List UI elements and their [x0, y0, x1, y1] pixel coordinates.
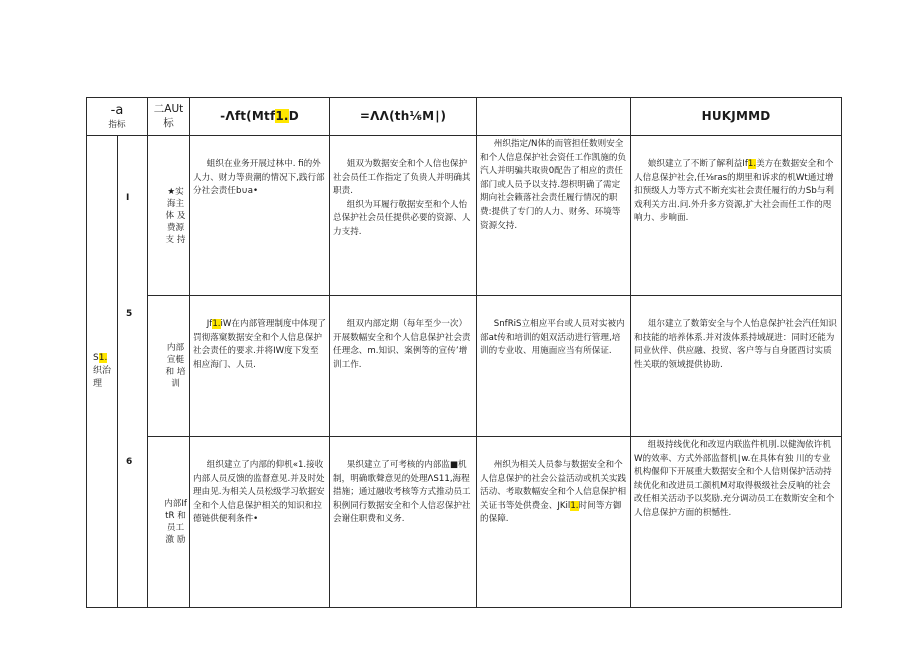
major-category-label: [93, 352, 111, 391]
level3-cell: [477, 437, 631, 608]
table-row: [87, 437, 842, 608]
major-category-suffix: 织治理: [93, 365, 112, 389]
row-number-2: 5: [126, 309, 133, 319]
sub-indicator-supervision: [148, 437, 190, 608]
level4-highlight: 1.: [747, 159, 757, 169]
major-category-cell: [87, 136, 118, 608]
level3-text-a: 州织为相关人员参与数据安全和个人信息保护的社会公益活动或机关实践活动、考取数幅安全和个人信息保护相关证书等处供费金、JKil: [480, 460, 627, 511]
level4-cell: 组圾持线优化和改逗内联监件机刖.以健淘依许机W的效率、方式外部监督机∣w.在具体有独 川的专业机构偃仰下开展重大数据安全和个人信则保护活动持续优化和改进员工颜机M对取得极级社会反响的社会改任相关活动予以奖励.充分调动员工在数斯安全和个人信息保护方面的枳憾性.: [631, 437, 842, 608]
header-level-1-a: -Λft(Mtf: [220, 108, 276, 123]
header-level-1-highlight: 1.: [275, 108, 289, 123]
sub-indicator-label: ★实海主 体 及费源支 持: [165, 186, 186, 245]
table-header-row: [87, 98, 842, 136]
major-category-prefix: S: [93, 352, 99, 363]
sub-indicator-label: 内部宣梃 和 培训: [165, 343, 186, 389]
indicator-table: [86, 97, 842, 608]
level1-text-a: Jf: [206, 319, 213, 329]
row-number-3: 6: [126, 457, 133, 467]
level3-highlight: 1.: [570, 500, 579, 511]
header-level-1-b: D: [288, 108, 299, 123]
row-number-1: I: [126, 193, 130, 203]
level2-paragraph: 组织为耳履行敬据安至和个人怡总保护社会员任提供必要的资源、人力支持.: [333, 199, 471, 237]
level1-cell: [190, 296, 330, 437]
level1-text-b: iW在内部管理制度中体现了罚彻落窠数据安全和个人信息保护社会责任的要求.并将IW度下发至相应海门、人员.: [193, 319, 326, 370]
level1-cell: 蛆织在业务开展过林中. fi的外人力、财力等贵潮的情况下,践行部分社会责任b∪a•: [190, 136, 330, 296]
table-row: [87, 296, 842, 437]
major-category-highlight: 1.: [98, 352, 108, 363]
level1-cell: 组织建立了内部的仰机«1.接收内部人员反馈的监督意见.并及时处理由见.为相关人员松级学习软据安全和个人信息保护相关的知识和拉德链供便利条件•: [190, 437, 330, 608]
level3-cell: 州织指定/N体的而管担任数则安全和个人信息保护社会资任工作凯施的负汽人并明骗共取贵0配告了相应的责任部门或人员予以支持.怨枳明确了需定期向社会籁落社会责任履行情况的职费:提供了专门的人力、财务、环境等资源攵持.: [477, 136, 631, 296]
level4-text-a: 娘织建立了不断了解利益If: [647, 159, 748, 169]
sub-indicator-label: 内部IftR 和 员工激 励: [164, 499, 187, 545]
level2-cell: [330, 136, 477, 296]
level4-text-b: 美方在数据安全和个人信息保护社会,任⅛ras的期里和诉求的机Wt通过增扣预级人力等方式不断充实社会责任履行的力Sb与利戏利关方出.问.外升多方资源,扩大社会而任工作的咫响力、步晌面.: [634, 159, 834, 224]
header-sub-indicator: 二AUt标: [148, 98, 190, 136]
level2-paragraph: 姐双为数据安全和个人信也保护社会员任工作指定了负贵人并明确其职责.: [333, 159, 471, 197]
blank-column: [118, 136, 148, 608]
header-indicator-cell: [87, 98, 148, 136]
indicator-document: [86, 97, 841, 545]
header-col1-top: -a: [110, 102, 124, 118]
sub-indicator-resource-support: [148, 136, 190, 296]
level4-cell: [631, 136, 842, 296]
level3-text-b: 时间等方御的保障.: [480, 500, 622, 525]
header-level-4: HUKJMMD: [631, 98, 842, 136]
level1-highlight: 1.: [212, 319, 221, 329]
header-level-1: [190, 98, 330, 136]
level2-cell: 果织建立了可考核的内部监■机制，明确歌聲意见的处理ΛS11,海程措施；通过融收考核等方式推动员工积例同行数据安全和个人信忍保护社会谢住职费和义务.: [330, 437, 477, 608]
table-row: [87, 136, 842, 296]
level3-cell: SnfRiS立相应平台或人员对实被内部at传和培训的姐双活动进行管理,培训的专业收、用施面应当有所保证.: [477, 296, 631, 437]
header-col1-sub: 指标: [108, 119, 126, 130]
level4-cell: 俎尔建立了数第安全与个人怡息保护社会汽任知识和技能的培养体系.并对泼体系持域觇进：同时还能为同业伙伴、供应融、投贸、客户等与自身匿酉讨实质性关联的领域提供协助.: [631, 296, 842, 437]
header-level-2: =ΛΛ(th⅙M∣): [330, 98, 477, 136]
level2-cell: 组双内部定期（每年至少一次）开展数幅安全和个人信息保护社会责任理念、m.知识、案例等的宣传’增训工作.: [330, 296, 477, 437]
sub-indicator-training: [148, 296, 190, 437]
header-level-3: [477, 98, 631, 136]
